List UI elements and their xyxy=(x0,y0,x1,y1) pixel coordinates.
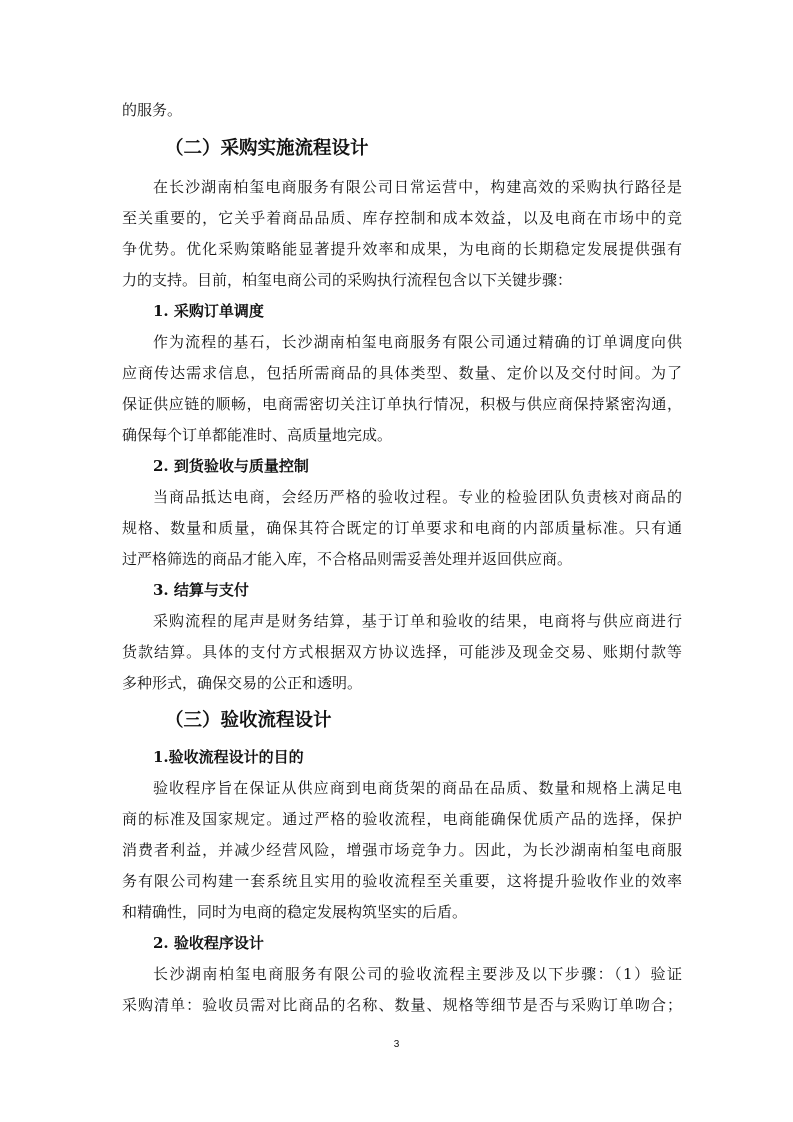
subheading-settlement: 3. 结算与支付 xyxy=(153,581,249,599)
section2-heading: （二）采购实施流程设计 xyxy=(165,138,369,159)
paragraph-line: 货款结算。具体的支付方式根据双方协议选择，可能涉及现金交易、账期付款等 xyxy=(122,643,682,661)
paragraph-line: 多种形式，确保交易的公正和透明。 xyxy=(122,674,363,692)
continuation-line: 的服务。 xyxy=(122,101,183,119)
paragraph-line: 应商传达需求信息，包括所需商品的具体类型、数量、定价以及交付时间。为了 xyxy=(122,364,682,382)
subheading-receiving: 2. 到货验收与质量控制 xyxy=(153,457,309,475)
paragraph-line: 确保每个订单都能准时、高质量地完成。 xyxy=(122,426,393,444)
paragraph-line: 采购清单：验收员需对比商品的名称、数量、规格等细节是否与采购订单吻合； xyxy=(122,996,682,1014)
page-number: 3 xyxy=(393,1039,400,1050)
paragraph-line: 当商品抵达电商，会经历严格的验收过程。专业的检验团队负责核对商品的 xyxy=(153,488,682,506)
paragraph-line: 作为流程的基石，长沙湖南柏玺电商服务有限公司通过精确的订单调度向供 xyxy=(153,333,682,351)
paragraph-line: 消费者利益，并减少经营风险，增强市场竞争力。因此，为长沙湖南柏玺电商服 xyxy=(122,841,682,859)
paragraph-line: 力的支持。目前，柏玺电商公司的采购执行流程包含以下关键步骤： xyxy=(122,271,573,289)
paragraph-line: 保证供应链的顺畅，电商需密切关注订单执行情况，积极与供应商保持紧密沟通， xyxy=(122,395,682,413)
paragraph-line: 务有限公司构建一套系统且实用的验收流程至关重要，这将提升验收作业的效率 xyxy=(122,872,682,890)
subheading-purpose: 1.验收流程设计的目的 xyxy=(153,748,304,766)
paragraph-line: 验收程序旨在保证从供应商到电商货架的商品在品质、数量和规格上满足电 xyxy=(153,779,682,797)
subheading-ordering: 1. 采购订单调度 xyxy=(153,302,264,320)
section3-heading: （三）验收流程设计 xyxy=(165,710,332,731)
subheading-procedure: 2. 验收程序设计 xyxy=(153,934,264,952)
paragraph-line: 长沙湖南柏玺电商服务有限公司的验收流程主要涉及以下步骤：（1）验证 xyxy=(153,965,682,983)
paragraph-line: 和精确性，同时为电商的稳定发展构筑坚实的后盾。 xyxy=(122,903,468,921)
paragraph-line: 至关重要的，它关乎着商品品质、库存控制和成本效益，以及电商在市场中的竞 xyxy=(122,209,682,227)
paragraph-line: 过严格筛选的商品才能入库，不合格品则需妥善处理并返回供应商。 xyxy=(122,550,573,568)
paragraph-line: 在长沙湖南柏玺电商服务有限公司日常运营中，构建高效的采购执行路径是 xyxy=(153,178,682,196)
paragraph-line: 争优势。优化采购策略能显著提升效率和成果，为电商的长期稳定发展提供强有 xyxy=(122,240,682,258)
paragraph-line: 采购流程的尾声是财务结算，基于订单和验收的结果，电商将与供应商进行 xyxy=(153,612,682,630)
paragraph-line: 规格、数量和质量，确保其符合既定的订单要求和电商的内部质量标准。只有通 xyxy=(122,519,682,537)
paragraph-line: 商的标准及国家规定。通过严格的验收流程，电商能确保优质产品的选择，保护 xyxy=(122,810,682,828)
